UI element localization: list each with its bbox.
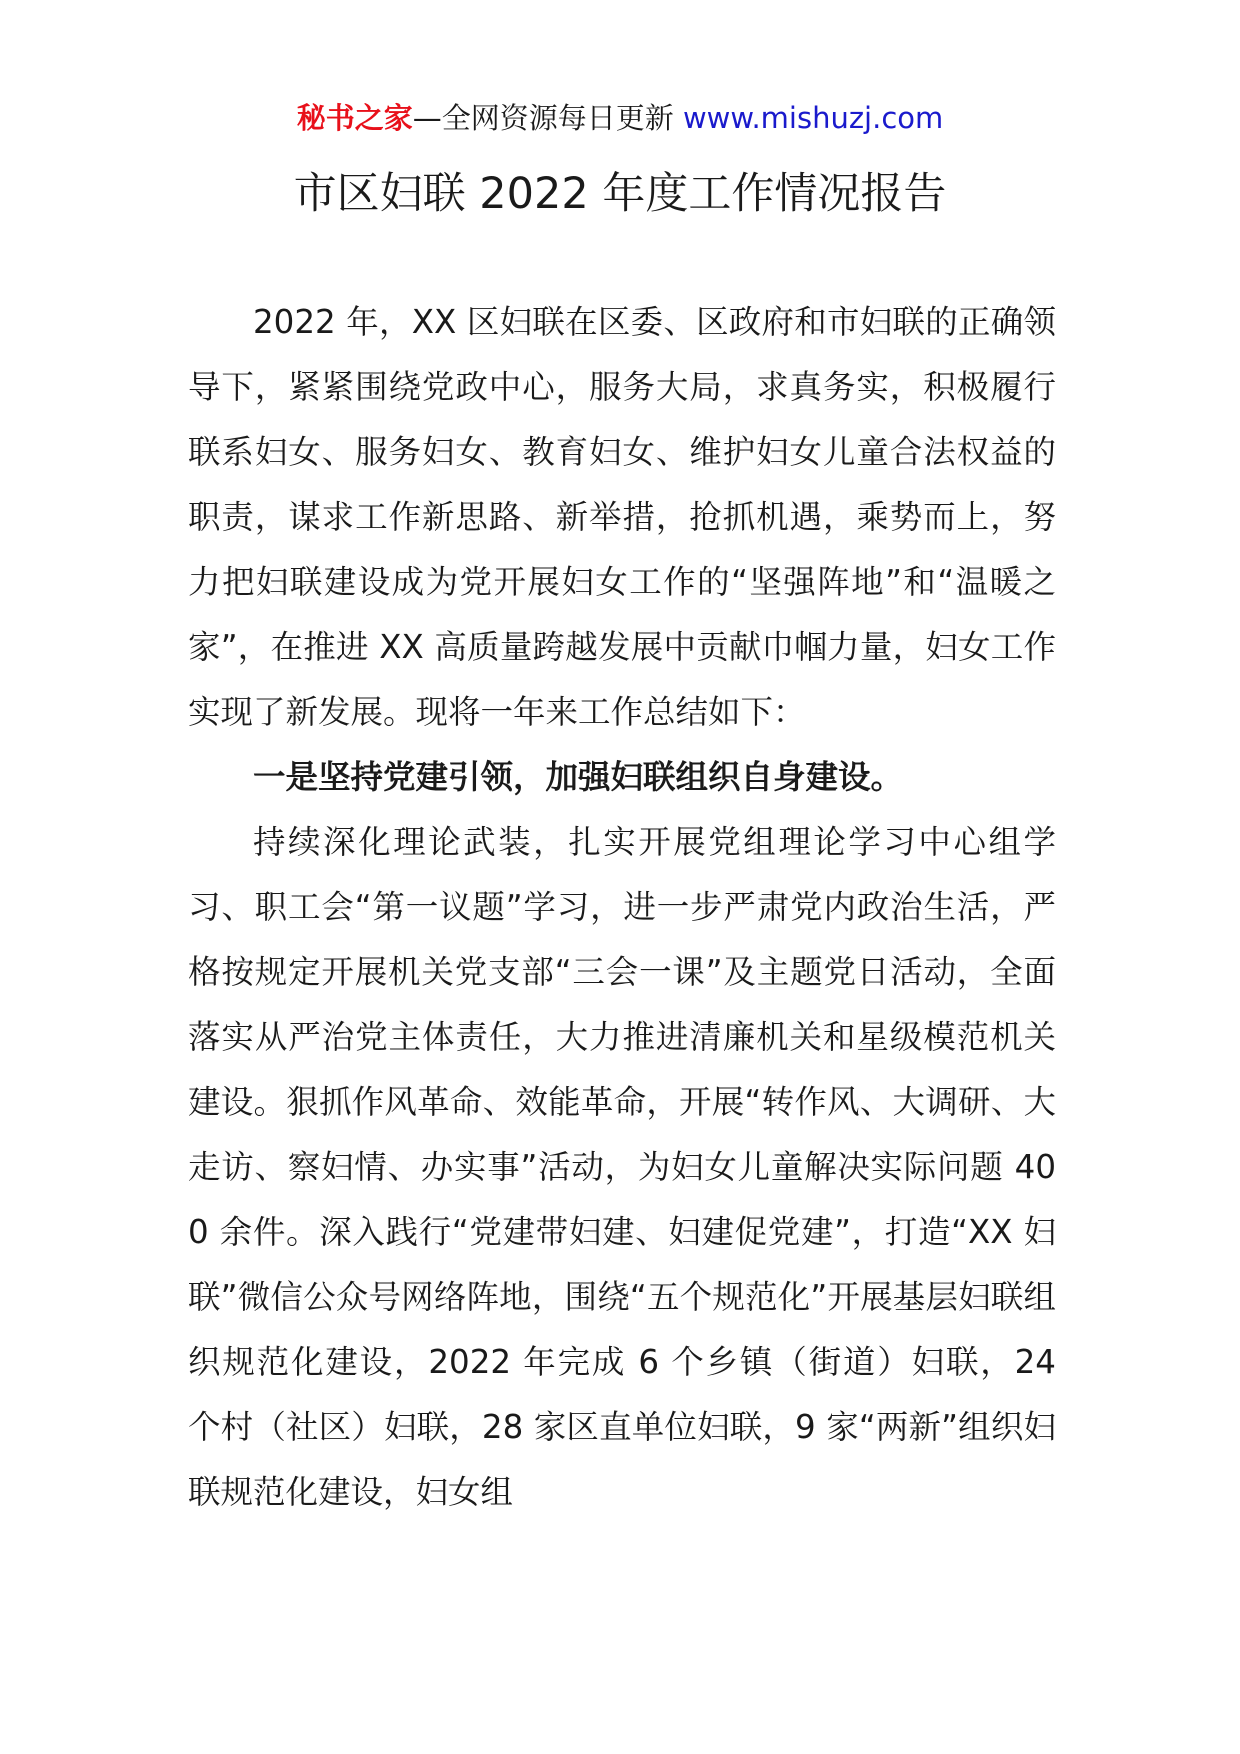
site-url-link[interactable]: www.mishuzj.com [682, 101, 944, 135]
intro-paragraph: 2022 年，XX 区妇联在区委、区政府和市妇联的正确领导下，紧紧围绕党政中心，服务大局，求真务实，积极履行联系妇女、服务妇女、教育妇女、维护妇女儿童合法权益的职责，谋求工作新思路、新举措，抢抓机遇，乘势而上，努力把妇联建设成为党开展妇女工作的“坚强阵地”和“温暖之家”，在推进 XX 高质量跨越发展中贡献巾帼力量，妇女工作实现了新发展。现将一年来工作总结如下： [188, 303, 1056, 731]
header-tagline: —全网资源每日更新 [412, 101, 683, 135]
document-title: 市区妇联 2022 年度工作情况报告 [293, 169, 947, 219]
section-paragraph: 持续深化理论武装，扎实开展党组理论学习中心组学习、职工会“第一议题”学习，进一步严肃党内政治生活，严格按规定开展机关党支部“三会一课”及主题党日活动，全面落实从严治党主体责任，大力推进清廉机关和星级模范机关建设。狠抓作风革命、效能革命，开展“转作风、大调研、大走访、察妇情、办实事”活动，为妇女儿童解决实际问题 400 余件。深入践行“党建带妇建、妇建促党建”，打造“XX 妇联”微信公众号网络阵地，围绕“五个规范化”开展基层妇联组织规范化建设，2022 年完成 6 个乡镇（街道）妇联，24 个村（社区）妇联，28 家区直单位妇联，9 家“两新”组织妇联规范化建设，妇女组 [188, 823, 1056, 1511]
site-header [0, 98, 1240, 138]
section-heading: 一是坚持党建引领，加强妇联组织自身建设。 [253, 758, 904, 796]
brand-name: 秘书之家 [296, 101, 413, 135]
document-body [188, 290, 1056, 1525]
